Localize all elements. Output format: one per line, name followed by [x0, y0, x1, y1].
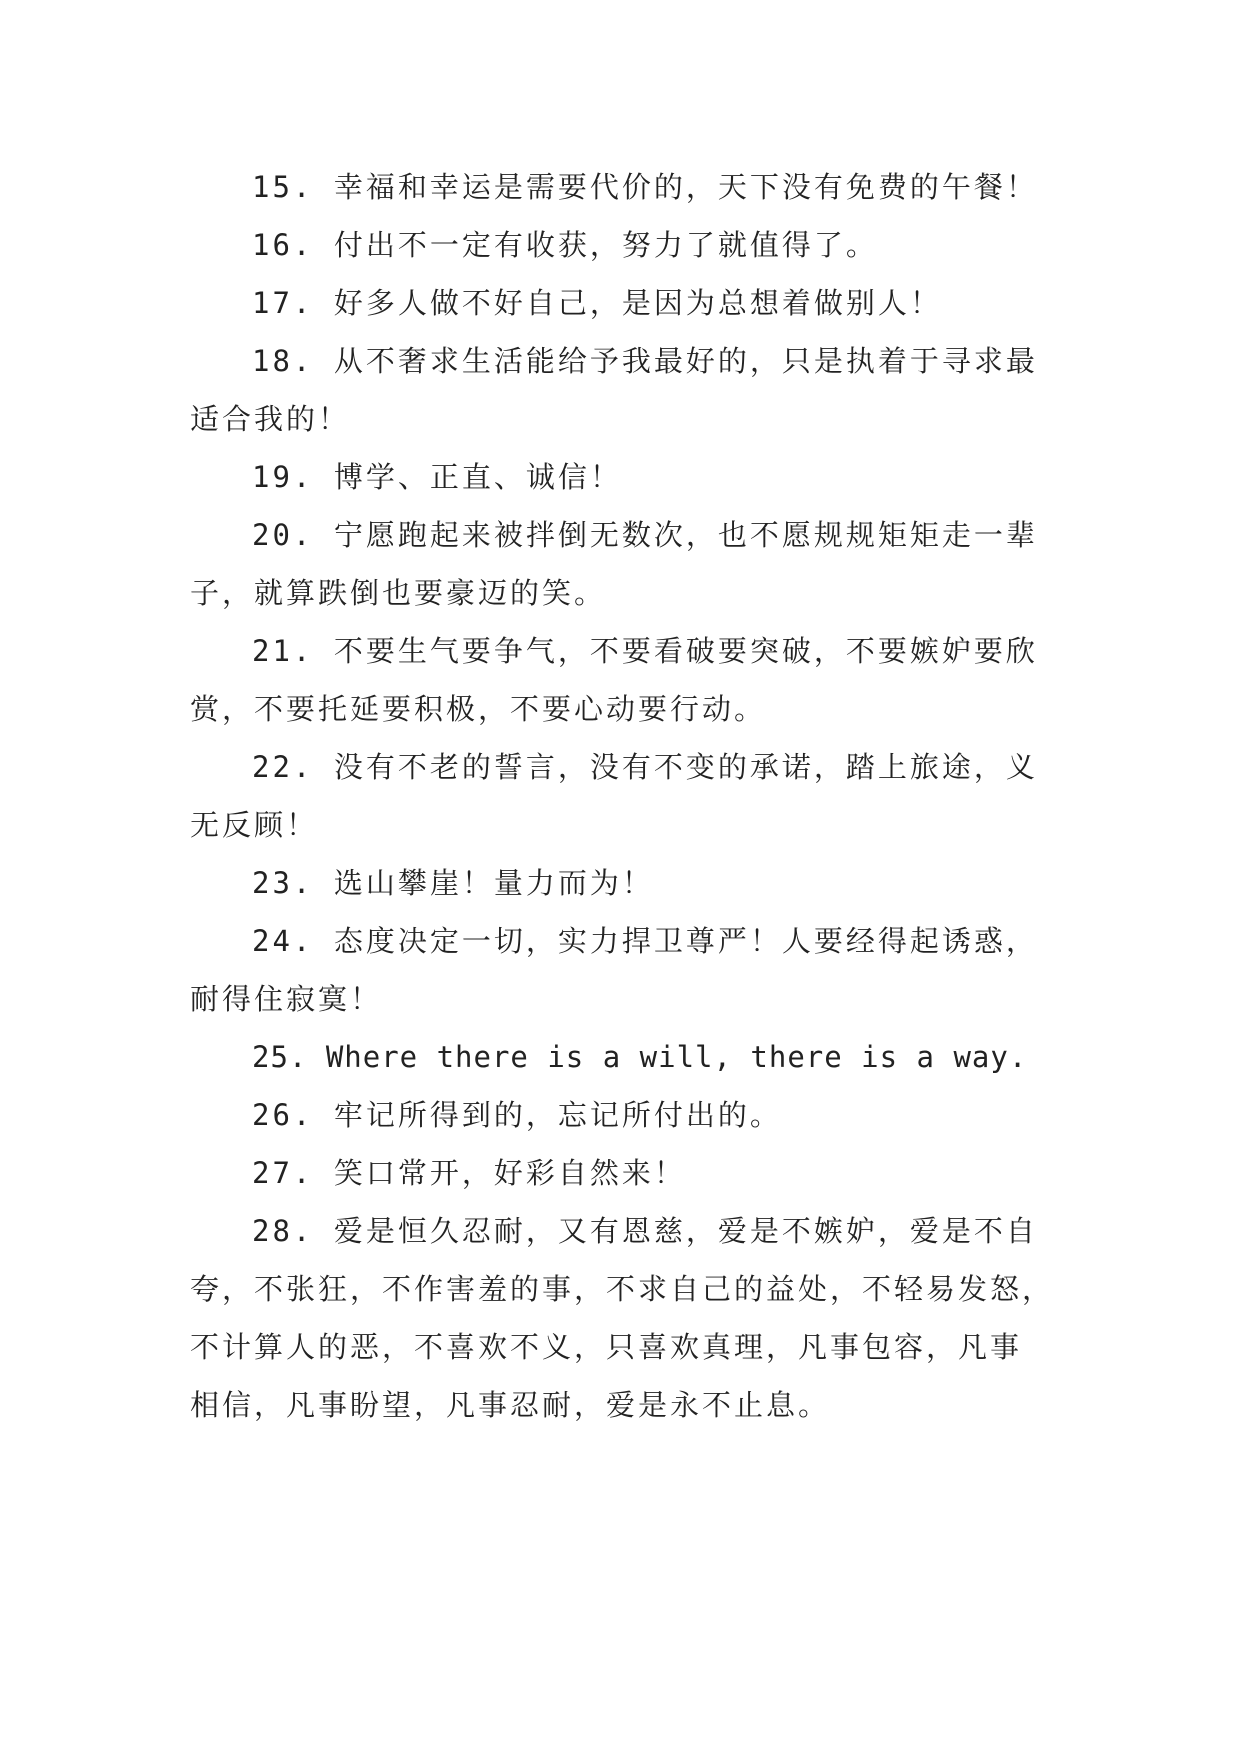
paragraph-15-line-1: 15. 幸福和幸运是需要代价的，天下没有免费的午餐！ [252, 170, 1038, 204]
paragraph-28-line-1: 28. 爱是恒久忍耐，又有恩慈，爱是不嫉妒，爱是不自 [252, 1214, 1038, 1248]
paragraph-18-line-1: 18. 从不奢求生活能给予我最好的，只是执着于寻求最 [252, 344, 1038, 378]
paragraph-21-line-2: 赏，不要托延要积极，不要心动要行动。 [190, 692, 767, 726]
paragraph-28-line-3: 不计算人的恶，不喜欢不义，只喜欢真理，凡事包容，凡事 [190, 1330, 1023, 1364]
paragraph-20-line-2: 子，就算跌倒也要豪迈的笑。 [190, 576, 607, 610]
paragraph-24-line-1: 24. 态度决定一切，实力捍卫尊严！人要经得起诱惑， [252, 924, 1038, 958]
paragraph-22-line-1: 22. 没有不老的誓言，没有不变的承诺，踏上旅途，义 [252, 750, 1038, 784]
paragraph-17-line-1: 17. 好多人做不好自己，是因为总想着做别人！ [252, 286, 942, 320]
paragraph-19-line-1: 19. 博学、正直、诚信！ [252, 460, 622, 494]
paragraph-27-line-1: 27. 笑口常开，好彩自然来！ [252, 1156, 686, 1190]
paragraph-28-line-2: 夸，不张狂，不作害羞的事，不求自己的益处，不轻易发怒， [190, 1272, 1055, 1306]
paragraph-20-line-1: 20. 宁愿跑起来被拌倒无数次，也不愿规规矩矩走一辈 [252, 518, 1038, 552]
paragraph-16-line-1: 16. 付出不一定有收获，努力了就值得了。 [252, 228, 878, 262]
paragraph-23-line-1: 23. 选山攀崖！量力而为！ [252, 866, 654, 900]
paragraph-24-line-2: 耐得住寂寞！ [190, 982, 383, 1016]
paragraph-28-line-4: 相信，凡事盼望，凡事忍耐，爱是永不止息。 [190, 1388, 831, 1422]
paragraph-22-line-2: 无反顾！ [190, 808, 319, 842]
document-body [190, 158, 1070, 1434]
paragraph-21-line-1: 21. 不要生气要争气，不要看破要突破，不要嫉妒要欣 [252, 634, 1038, 668]
paragraph-18-line-2: 适合我的！ [190, 402, 351, 436]
paragraph-25-line-1: 25. Where there is a will, there is a way. [252, 1040, 1028, 1074]
paragraph-26-line-1: 26. 牢记所得到的，忘记所付出的。 [252, 1098, 782, 1132]
